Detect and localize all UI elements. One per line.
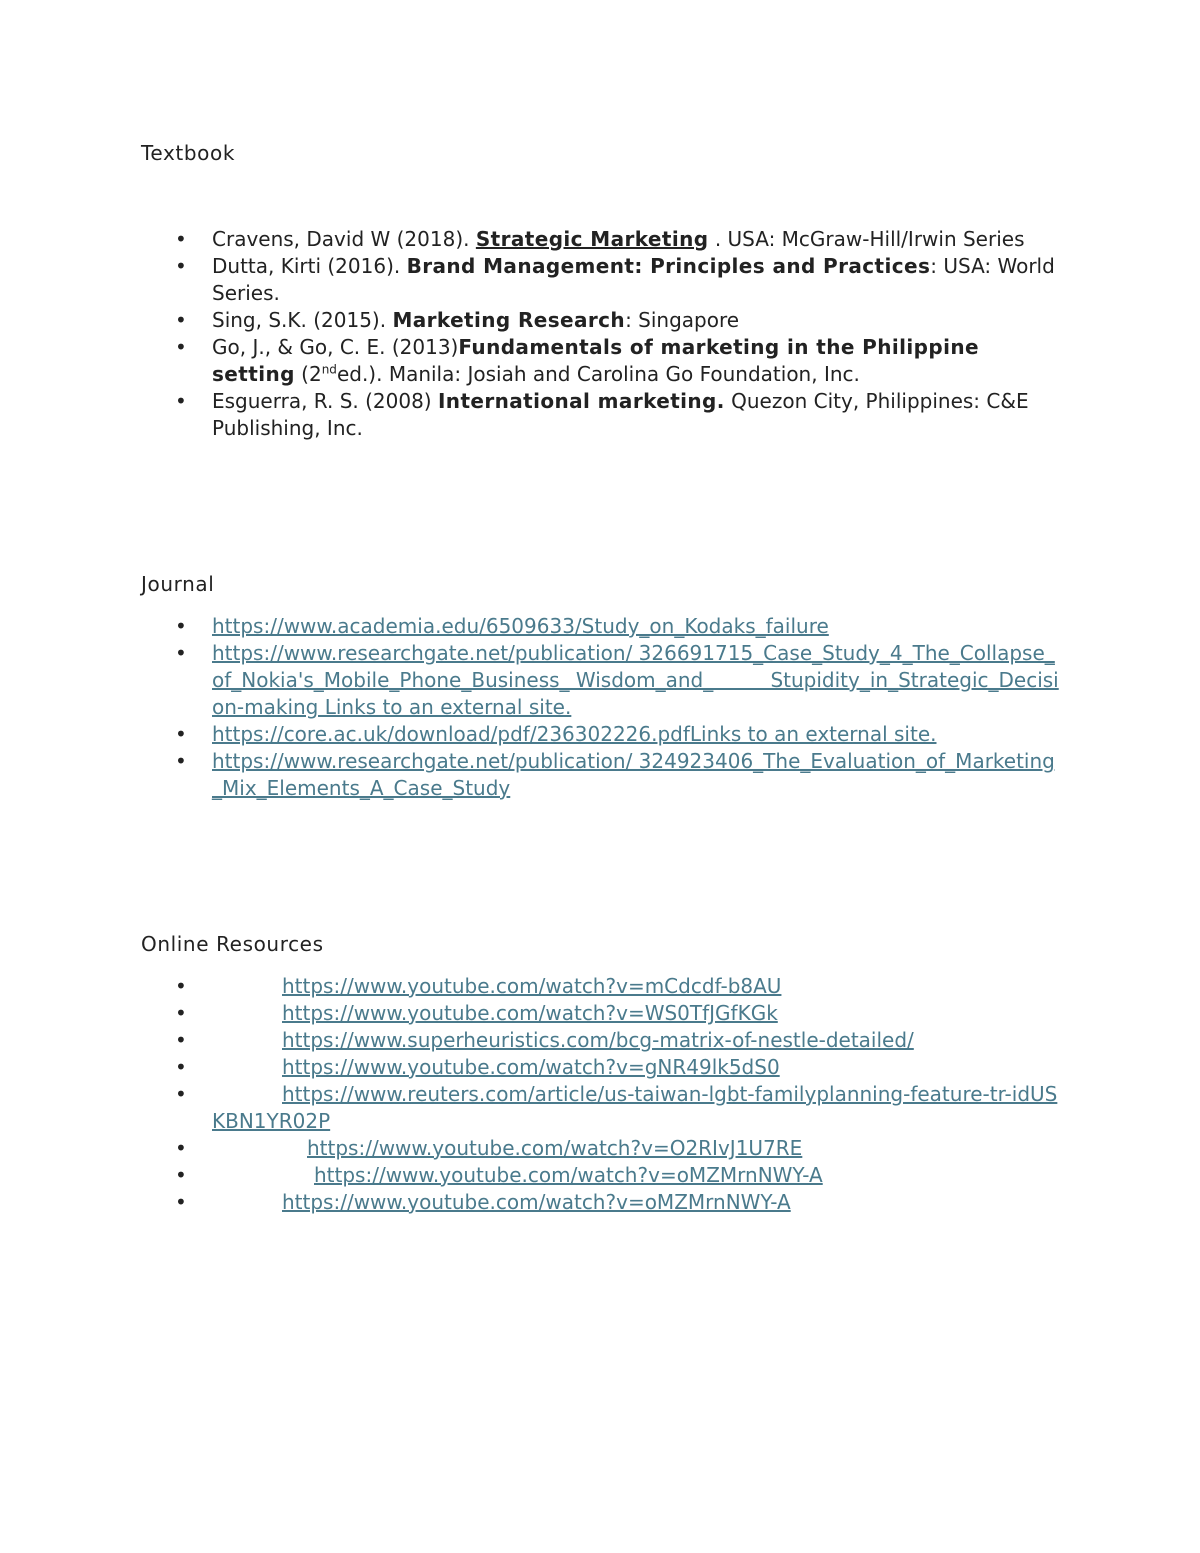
- resource-link[interactable]: https://www.reuters.com/article/us-taiwan-lgbt-familyplanning-feature-tr-idUSKBN1YR02P: [212, 1082, 1058, 1133]
- book-title: Fundamentals of marketing in the Philippine setting: [212, 335, 979, 386]
- resource-link[interactable]: https://www.youtube.com/watch?v=mCdcdf-b8AU: [282, 974, 782, 998]
- resource-link[interactable]: https://www.youtube.com/watch?v=O2RIvJ1U7RE: [307, 1136, 803, 1160]
- journal-link[interactable]: https://www.researchgate.net/publication/ 324923406_The_Evaluation_of_Marketing_Mix_Elements_A_Case_Study: [212, 749, 1055, 800]
- list-item: [175, 1162, 1062, 1189]
- list-item: [175, 1135, 1062, 1162]
- list-item: [175, 973, 1062, 1000]
- book-title: International marketing.: [437, 389, 725, 413]
- bullet-icon: •: [175, 1082, 187, 1106]
- list-item: [175, 1000, 1062, 1027]
- bullet-icon: •: [175, 227, 187, 251]
- list-item: [175, 1081, 1062, 1135]
- list-item: [175, 721, 1062, 748]
- bullet-icon: •: [175, 1136, 187, 1160]
- online-resources-heading: Online Resources: [141, 932, 324, 956]
- bullet-icon: •: [175, 1055, 187, 1079]
- list-item: • Dutta, Kirti (2016). Brand Management: Principles and Practices: USA: World Series.: [175, 254, 1055, 305]
- bullet-icon: •: [175, 308, 187, 332]
- resource-link[interactable]: https://www.youtube.com/watch?v=oMZMrnNWY-A: [282, 1190, 791, 1214]
- journal-link[interactable]: https://core.ac.uk/download/pdf/236302226.pdfLinks to an external site.: [212, 722, 937, 746]
- list-item: [175, 640, 1062, 721]
- journal-link[interactable]: https://www.researchgate.net/publication/ 326691715_Case_Study_4_The_Collapse_of_Nokia's_Mobile_Phone_Business_ Wisdom_and_ Stupidity_in_Strategic_Decision-making Links to an external site.: [212, 641, 1059, 719]
- bullet-icon: •: [175, 614, 187, 638]
- textbook-list: [175, 226, 1062, 442]
- bullet-icon: •: [175, 1190, 187, 1214]
- online-resources-list: [175, 973, 1062, 1216]
- list-item: • Esguerra, R. S. (2008) International marketing. Quezon City, Philippines: C&E Publishing, Inc.: [175, 389, 1029, 440]
- bullet-icon: •: [175, 1001, 187, 1025]
- journal-link[interactable]: https://www.academia.edu/6509633/Study_on_Kodaks_failure: [212, 614, 829, 638]
- bullet-icon: •: [175, 722, 187, 746]
- resource-link[interactable]: https://www.youtube.com/watch?v=oMZMrnNWY-A: [314, 1163, 823, 1187]
- bullet-icon: •: [175, 254, 187, 278]
- list-item: • Sing, S.K. (2015). Marketing Research: Singapore: [175, 308, 740, 332]
- list-item: [175, 1027, 1062, 1054]
- bullet-icon: •: [175, 641, 187, 665]
- journal-list: [175, 613, 1062, 802]
- list-item: [175, 748, 1062, 802]
- resource-link[interactable]: https://www.youtube.com/watch?v=WS0TfJGfKGk: [282, 1001, 778, 1025]
- textbook-heading: Textbook: [141, 141, 235, 165]
- list-item: • Go, J., & Go, C. E. (2013)Fundamentals of marketing in the Philippine setting (2nded.). Manila: Josiah and Carolina Go Foundation, Inc.: [175, 335, 979, 386]
- bullet-icon: •: [175, 1163, 187, 1187]
- bullet-icon: •: [175, 335, 187, 359]
- resource-link[interactable]: https://www.youtube.com/watch?v=gNR49lk5dS0: [282, 1055, 780, 1079]
- list-item: [175, 613, 1062, 640]
- book-title: Marketing Research: [392, 308, 626, 332]
- bullet-icon: •: [175, 749, 187, 773]
- list-item: • Cravens, David W (2018). Strategic Marketing . USA: McGraw-Hill/Irwin Series: [175, 227, 1025, 251]
- book-title: Brand Management: Principles and Practices: [406, 254, 931, 278]
- bullet-icon: •: [175, 389, 187, 413]
- journal-heading: Journal: [141, 572, 215, 596]
- list-item: [175, 1054, 1062, 1081]
- bullet-icon: •: [175, 1028, 187, 1052]
- resource-link[interactable]: https://www.superheuristics.com/bcg-matrix-of-nestle-detailed/: [282, 1028, 914, 1052]
- bullet-icon: •: [175, 974, 187, 998]
- book-title: Strategic Marketing: [475, 227, 709, 251]
- list-item: [175, 1189, 1062, 1216]
